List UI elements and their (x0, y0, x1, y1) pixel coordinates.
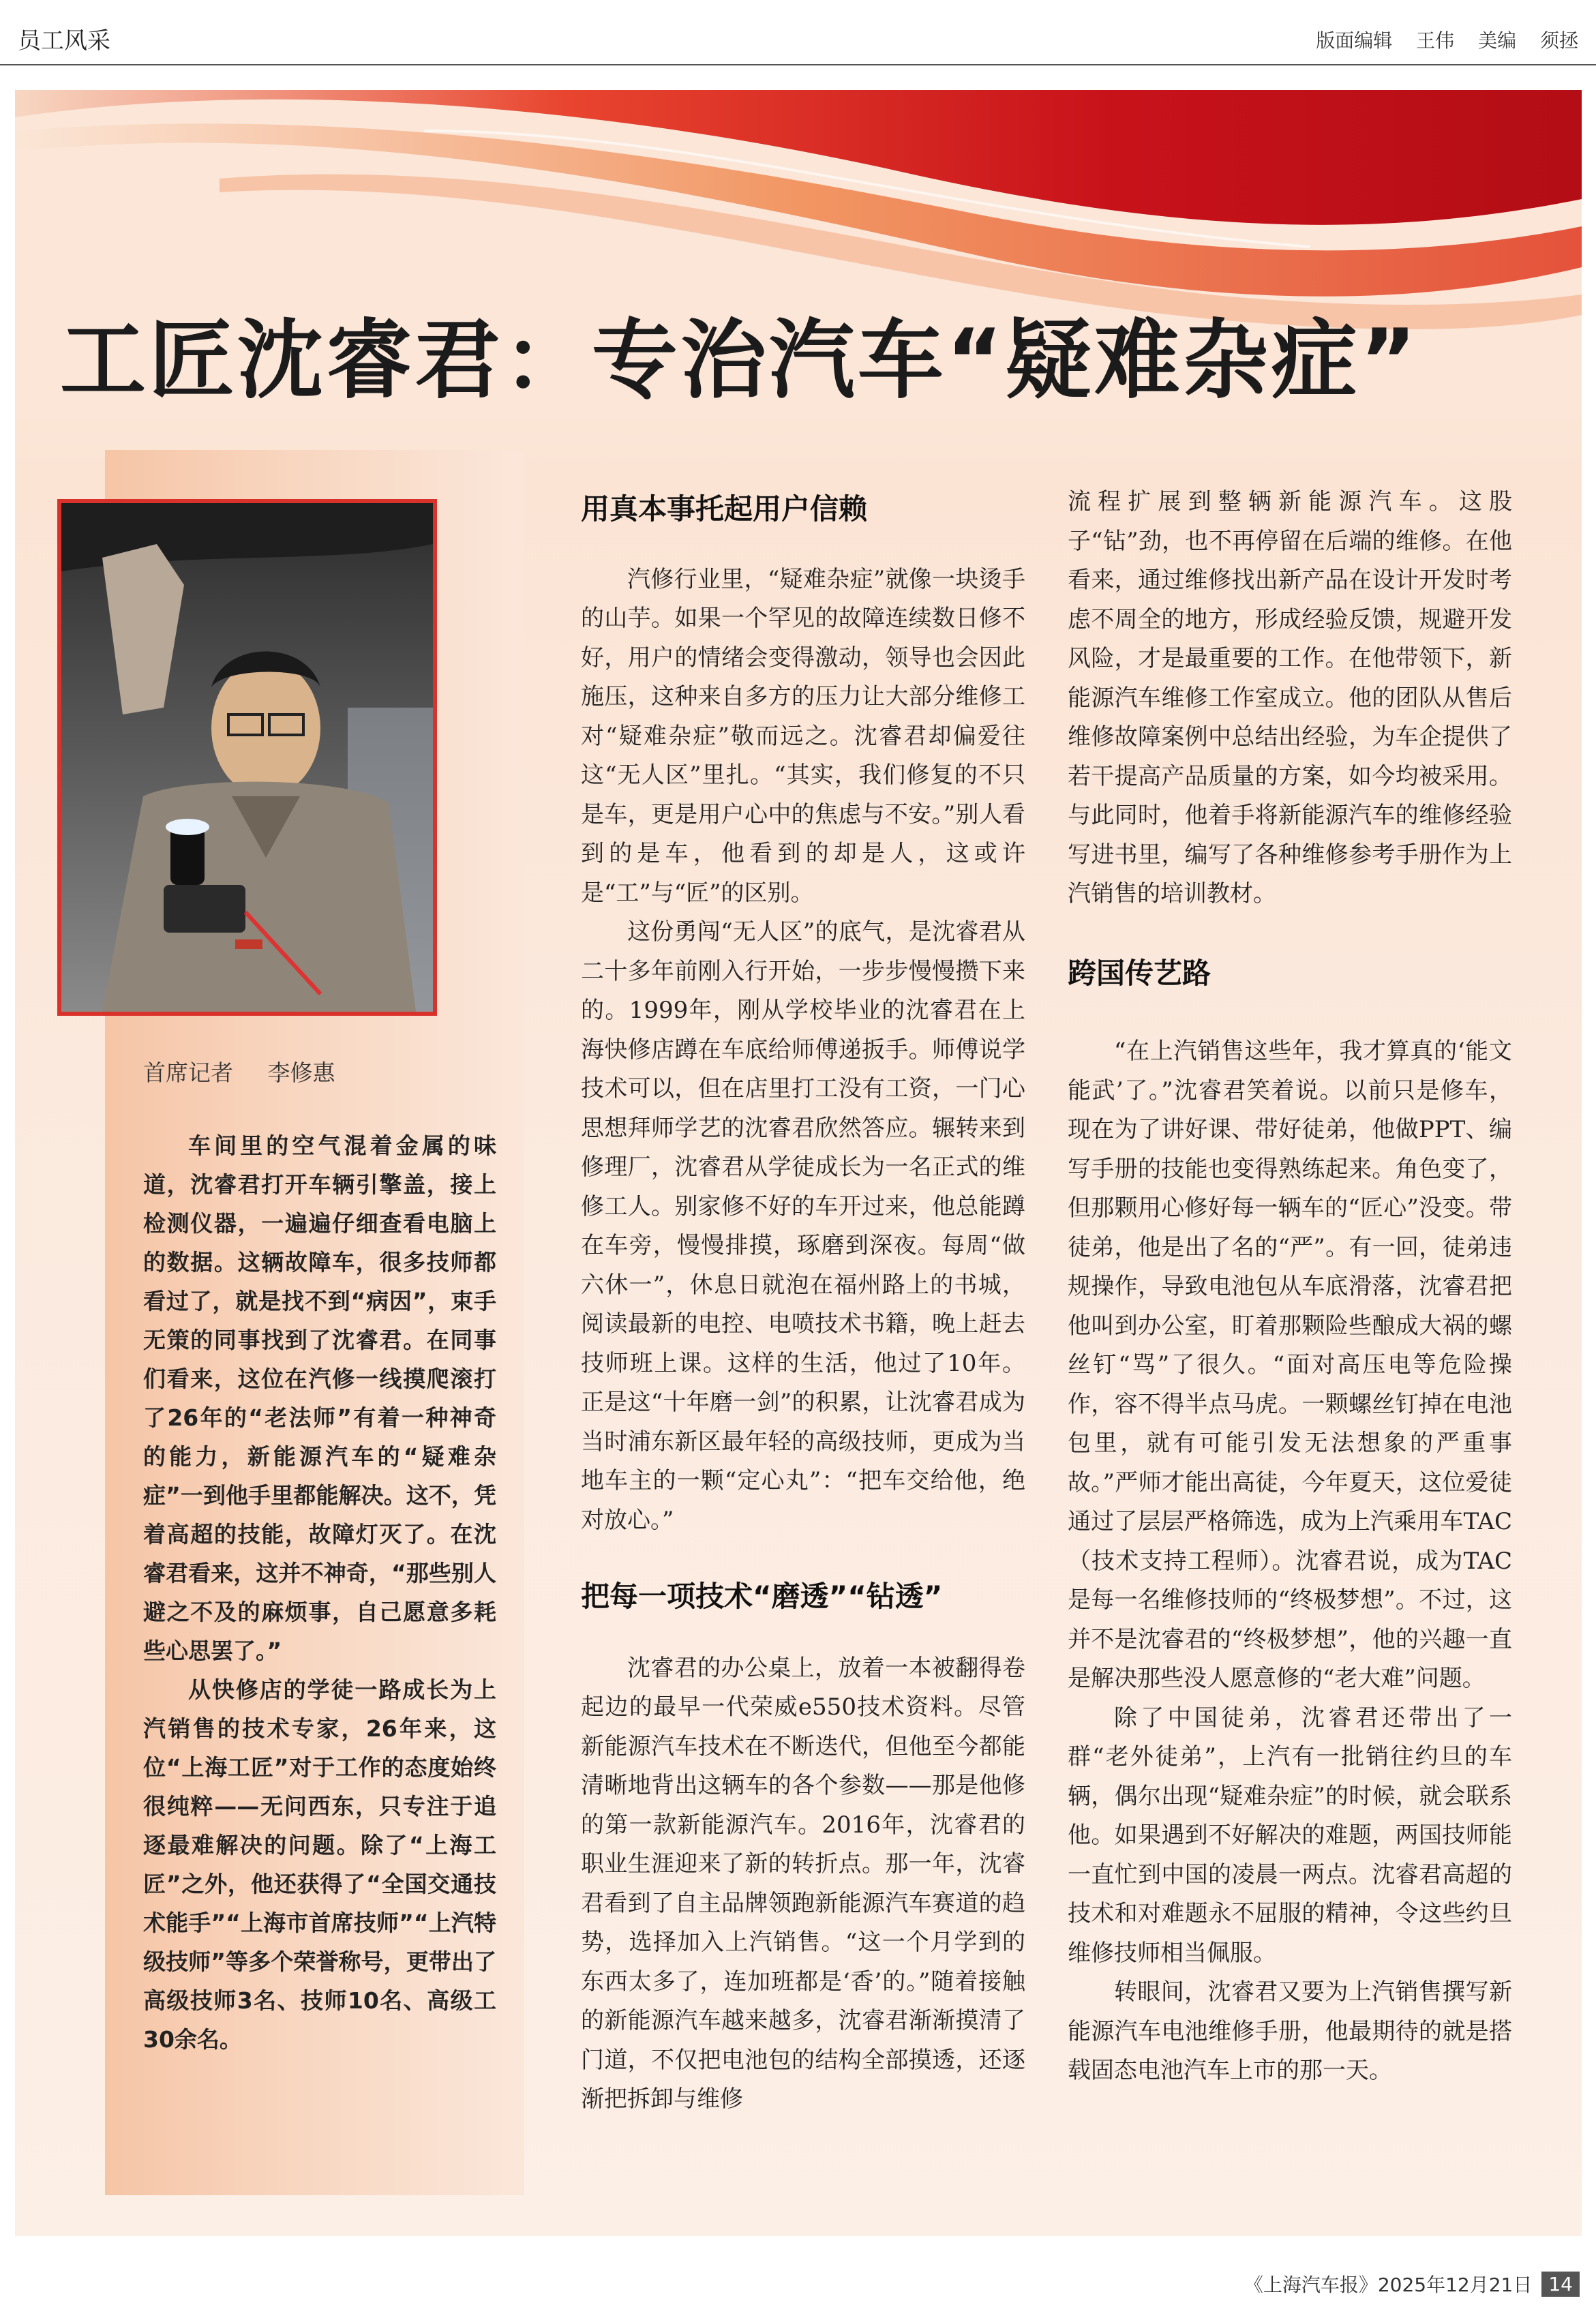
portrait-photo (57, 499, 437, 1016)
paragraph: 流程扩展到整辆新能源汽车。这股子“钻”劲，也不再停留在后端的维修。在他看来，通过维修找出新产品在设计开发时考虑不周全的地方，形成经验反馈，规避开发风险，才是最重要的工作。在他带领下，新能源汽车维修工作室成立。他的团队从售后维修故障案例中总结出经验，为车企提供了若干提高产品质量的方案，如今均被采用。与此同时，他着手将新能源汽车的维修经验写进书里，编写了各种维修参考手册作为上汽销售的培训教材。 (1068, 488, 1512, 907)
article-column-1 (581, 489, 1025, 2120)
publication-info: 《上海汽车报》2025年12月21日 (1244, 2274, 1533, 2296)
mechanic-image (61, 503, 433, 1012)
byline-role: 首席记者 (143, 1059, 233, 1086)
editor-label: 版面编辑 (1316, 29, 1393, 52)
headline: 工匠沈睿君：专治汽车“疑难杂症” (60, 310, 1419, 410)
paragraph: 这份勇闯“无人区”的底气，是沈睿君从二十多年前刚入行开始，一步步慢慢攒下来的。1999年，刚从学校毕业的沈睿君在上海快修店蹲在车底给师傅递扳手。师傅说学技术可以，但在店里打工没有工资，一门心思想拜师学艺的沈睿君欣然答应。辗转来到修理厂，沈睿君从学徒成长为一名正式的维修工人。别家修不好的车开过来，他总能蹲在车旁，慢慢排摸，琢磨到深夜。每周“做六休一”，休息日就泡在福州路上的书城，阅读最新的电控、电喷技术书籍，晚上赶去技师班上课。这样的生活，他过了10年。正是这“十年磨一剑”的积累，让沈睿君成为当时浦东新区最年轻的高级技师，更成为当地车主的一颗“定心丸”：“把车交给他，绝对放心。” (581, 918, 1025, 1534)
article-column-2 (1068, 483, 1512, 2091)
designer-name: 须拯 (1539, 29, 1578, 52)
sidebar-text (143, 1126, 496, 2059)
designer-label: 美编 (1478, 29, 1517, 52)
editor-name: 王伟 (1416, 29, 1455, 52)
subheading: 跨国传艺路 (1068, 956, 1211, 990)
byline-name: 李修惠 (267, 1059, 335, 1086)
page-footer (1244, 2270, 1580, 2297)
section-name: 员工风采 (18, 27, 110, 55)
sidebar-paragraph: 从快修店的学徒一路成长为上汽销售的技术专家，26年来，这位“上海工匠”对于工作的态度始终很纯粹——无问西东，只专注于追逐最难解决的问题。除了“上海工匠”之外，他还获得了“全国交通技术能手”“上海市首席技师”“上汽特级技师”等多个荣誉称号，更带出了高级技师3名、技师10名、高级工30余名。 (143, 1676, 496, 2053)
sidebar-paragraph: 车间里的空气混着金属的味道，沈睿君打开车辆引擎盖，接上检测仪器，一遍遍仔细查看电脑上的数据。这辆故障车，很多技师都看过了，就是找不到“病因”，束手无策的同事找到了沈睿君。在同事们看来，这位在汽修一线摸爬滚打了26年的“老法师”有着一种神奇的能力，新能源汽车的“疑难杂症”一到他手里都能解决。这不，凭着高超的技能，故障灯灭了。在沈睿君看来，这并不神奇，“那些别人避之不及的麻烦事，自己愿意多耗些心思罢了。” (143, 1132, 496, 1664)
byline (143, 1055, 363, 1087)
paragraph: 转眼间，沈睿君又要为上汽销售撰写新能源汽车电池维修手册，他最期待的就是搭载固态电池汽车上市的那一天。 (1068, 1978, 1512, 2084)
paragraph: 汽修行业里，“疑难杂症”就像一块烫手的山芋。如果一个罕见的故障连续数日修不好，用户的情绪会变得激动，领导也会因此施压，这种来自多方的压力让大部分维修工对“疑难杂症”敬而远之。沈睿君却偏爱往这“无人区”里扎。“其实，我们修复的不只是车，更是用户心中的焦虑与不安。”别人看到的是车，他看到的却是人，这或许是“工”与“匠”的区别。 (581, 565, 1025, 907)
page-number: 14 (1541, 2272, 1580, 2297)
paragraph: “在上汽销售这些年，我才算真的‘能文能武’了。”沈睿君笑着说。以前只是修车，现在为了讲好课、带好徒弟，他做PPT、编写手册的技能也变得熟练起来。角色变了，但那颗用心修好每一辆车的“匠心”没变。带徒弟，他是出了名的“严”。有一回，徒弟违规操作，导致电池包从车底滑落，沈睿君把他叫到办公室，盯着那颗险些酿成大祸的螺丝钉“骂”了很久。“面对高压电等危险操作，容不得半点马虎。一颗螺丝钉掉在电池包里，就有可能引发无法想象的严重事故。”严师才能出高徒，今年夏天，这位爱徒通过了层层严格筛选，成为上汽乘用车TAC（技术支持工程师）。沈睿君说，成为TAC是每一名维修技师的“终极梦想”。不过，这并不是沈睿君的“终极梦想”，他的兴趣一直是解决那些没人愿意修的“老大难”问题。 (1068, 1038, 1512, 1692)
page-header (0, 0, 1596, 65)
editor-credits (1298, 26, 1578, 53)
paragraph: 沈睿君的办公桌上，放着一本被翻得卷起边的最早一代荣威e550技术资料。尽管新能源汽车技术在不断迭代，但他至今都能清晰地背出这辆车的各个参数——那是他修的第一款新能源汽车。2016年，沈睿君的职业生涯迎来了新的转折点。那一年，沈睿君看到了自主品牌领跑新能源汽车赛道的趋势，选择加入上汽销售。“这一个月学到的东西太多了，连加班都是‘香’的。”随着接触的新能源汽车越来越多，沈睿君渐渐摸清了门道，不仅把电池包的结构全部摸透，还逐渐把拆卸与维修 (581, 1654, 1025, 2113)
subheading: 用真本事托起用户信赖 (581, 492, 868, 526)
subheading: 把每一项技术“磨透”“钻透” (581, 1580, 943, 1613)
paragraph: 除了中国徒弟，沈睿君还带出了一群“老外徒弟”，上汽有一批销往约旦的车辆，偶尔出现“疑难杂症”的时候，就会联系他。如果遇到不好解决的难题，两国技师能一直忙到中国的凌晨一两点。沈睿君高超的技术和对难题永不屈服的精神，令这些约旦维修技师相当佩服。 (1068, 1704, 1512, 1967)
